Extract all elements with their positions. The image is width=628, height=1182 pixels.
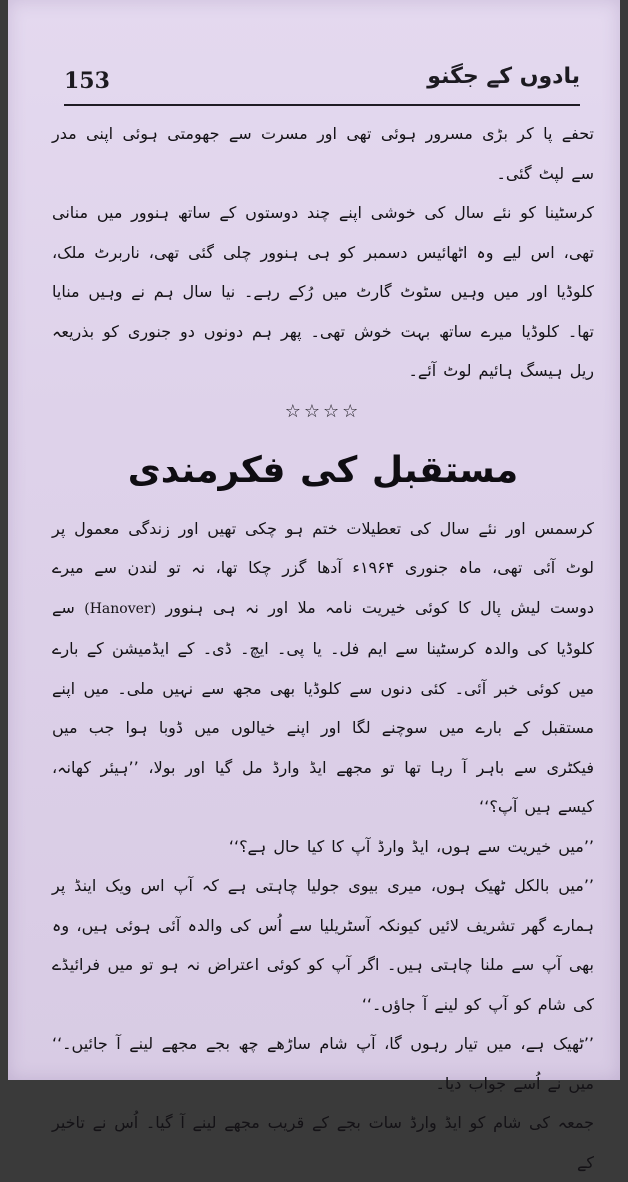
paragraph-reply-2: ’’ٹھیک ہے، میں تیار رہوں گا، آپ شام ساڑھے چھ بجے مجھے لینے آ جائیں۔‘‘ میں نے اُسے جواب دیا۔	[52, 1034, 594, 1093]
paragraph-reply-1: ’’میں خیریت سے ہوں، ایڈ وارڈ آپ کا کیا حال ہے؟‘‘	[228, 836, 594, 856]
paragraph-edward-invite: ’’میں بالکل ٹھیک ہوں، میری بیوی جولیا چاہتی ہے کہ آپ اس ویک اینڈ پر ہمارے گھر تشریف لائیں کیونکہ آسٹریلیا سے اُس کی والدہ آئی ہوئی ہیں، وہ بھی آپ سے ملنا چاہتی ہیں۔ اگر آپ کو کوئی اعتراض نہ ہو تو میں فرائیڈے کی شام کو آپ کو لینے آ جاؤں۔‘‘	[52, 876, 594, 1014]
paragraph-future-worry	[52, 509, 594, 827]
paragraph-future-worry-part-2: سے کلوڈیا کی والدہ کرسٹینا سے ایم فل۔ یا پی۔ ایچ۔ ڈی۔ کے ایڈمیشن کے بارے میں کوئی خبر آئی۔ کئی دنوں سے کلوڈیا بھی مجھ سے نہیں ملی۔ میں اپنے مستقبل کے بارے میں سوچنے لگا اور اپنے خیالوں میں ڈوبا ہوا جب میں فیکٹری سے باہر آ رہا تھا تو مجھے ایڈ وارڈ مل گیا اور بولا، ’’ہیئر کھانہ، کیسے ہیں آپ؟‘‘	[52, 597, 594, 816]
chapter-title: مستقبل کی فکرمندی	[127, 449, 519, 491]
running-title: یادوں کے جگنو	[427, 64, 580, 89]
paragraph-future-worry-part-1: کرسمس اور نئے سال کی تعطیلات ختم ہو چکی تھیں اور زندگی معمول پر لوٹ آئی تھی، ماہ جنوری ۱۹۶۴ء آدھا گزر چکا تھا، نہ تو لندن سے میرے دوست لیش پال کا کوئی خیریت نامہ ملا اور نہ ہی ہنوور	[52, 518, 595, 617]
section-separator: ☆☆☆☆	[284, 400, 362, 422]
paragraph-friday: جمعہ کی شام کو ایڈ وارڈ سات بجے کے قریب مجھے لینے آ گیا۔ اُس نے تاخیر کے	[52, 1113, 594, 1172]
book-page	[8, 0, 620, 1172]
page-body	[52, 114, 594, 1182]
page-header	[64, 64, 580, 106]
page-number: 153	[64, 68, 110, 94]
paragraph-new-year: کرسٹینا کو نئے سال کی خوشی اپنے چند دوستوں کے ساتھ ہنوور میں منانی تھی، اس لیے وہ اٹھائیس دسمبر کو ہی ہنوور چلی گئی تھی، ناربرٹ ملک، کلوڈیا اور میں وہیں سٹوٹ گارٹ میں رُکے رہے۔ نیا سال ہم نے وہیں منایا تھا۔ کلوڈیا میرے ساتھ بہت خوش تھی۔ پھر ہم دونوں دو جنوری کو بذریعہ ریل ہیسگ ہائیم لوٹ آئے۔	[52, 203, 594, 380]
hanover-latin: (Hanover)	[84, 600, 157, 617]
paragraph-gift: تحفے پا کر بڑی مسرور ہوئی تھی اور مسرت سے جھومتی ہوئی اپنی مدر سے لپٹ گئی۔	[52, 124, 594, 183]
